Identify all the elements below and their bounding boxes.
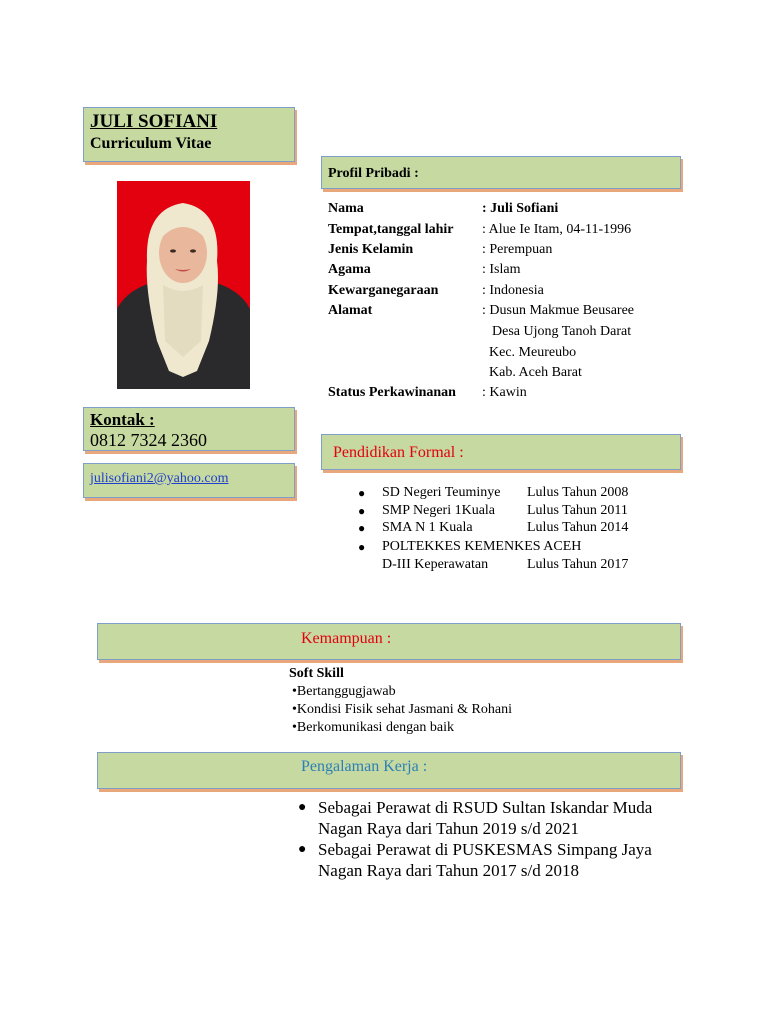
profile-label: Nama <box>328 201 364 216</box>
person-photo-icon <box>117 181 250 389</box>
profile-section-title: Profil Pribadi : <box>328 166 419 181</box>
bullet-icon: ● <box>298 842 307 857</box>
bullet-icon: ● <box>358 504 366 518</box>
bullet-icon: ● <box>358 486 366 500</box>
education-section-header <box>321 434 681 470</box>
experience-line: Sebagai Perawat di RSUD Sultan Iskandar Muda <box>318 798 653 817</box>
bullet-icon: ● <box>358 521 366 535</box>
skill-item: •Bertanggugjawab <box>292 684 396 699</box>
profile-section-header <box>321 156 681 189</box>
contact-phone: 0812 7324 2360 <box>90 430 207 450</box>
person-name: JULI SOFIANI <box>90 111 218 132</box>
education-year: Lulus Tahun 2017 <box>527 557 629 572</box>
skill-item: •Kondisi Fisik sehat Jasmani & Rohani <box>292 702 512 717</box>
bullet-icon: ● <box>358 540 366 554</box>
education-school: SD Negeri Teuminye <box>382 485 501 500</box>
experience-line: Sebagai Perawat di PUSKESMAS Simpang Jaya <box>318 840 652 859</box>
profile-label: Kewarganegaraan <box>328 283 439 298</box>
profile-value: : Dusun Makmue Beusaree <box>482 303 635 318</box>
profile-value: : Indonesia <box>482 283 544 298</box>
experience-line: Nagan Raya dari Tahun 2019 s/d 2021 <box>318 819 580 838</box>
contact-label: Kontak : <box>90 410 155 429</box>
email-box <box>83 463 295 498</box>
education-section-title: Pendidikan Formal : <box>333 444 464 461</box>
profile-label: Status Perkawinanan <box>328 385 456 400</box>
bullet-icon: ● <box>298 800 307 815</box>
education-school: POLTEKKES KEMENKES ACEH <box>382 539 582 554</box>
profile-value: : Islam <box>482 262 521 277</box>
profile-value: : Juli Sofiani <box>482 201 559 216</box>
profile-label: Agama <box>328 262 371 277</box>
profile-value: Kab. Aceh Barat <box>489 365 582 380</box>
contact-box <box>83 407 295 451</box>
profile-value: Kec. Meureubo <box>489 345 577 360</box>
profile-value: : Kawin <box>482 385 527 400</box>
profile-label: Alamat <box>328 303 373 318</box>
education-year: Lulus Tahun 2008 <box>527 485 629 500</box>
skills-section-header <box>97 623 681 660</box>
education-school: SMP Negeri 1Kuala <box>382 503 496 518</box>
experience-section-title: Pengalaman Kerja : <box>301 758 428 775</box>
cv-subtitle: Curriculum Vitae <box>90 135 212 152</box>
education-year: Lulus Tahun 2014 <box>527 520 629 535</box>
profile-value: : Perempuan <box>482 242 553 257</box>
email-link[interactable]: julisofiani2@yahoo.com <box>90 471 229 486</box>
experience-line: Nagan Raya dari Tahun 2017 s/d 2018 <box>318 861 580 880</box>
education-school: SMA N 1 Kuala <box>382 520 473 535</box>
experience-section-header <box>97 752 681 789</box>
skill-item: •Berkomunikasi dengan baik <box>292 720 454 735</box>
profile-label: Jenis Kelamin <box>328 242 414 257</box>
profile-value: : Alue Ie Itam, 04-11-1996 <box>482 222 632 237</box>
skills-subtitle: Soft Skill <box>289 666 344 681</box>
skills-section-title: Kemampuan : <box>301 630 392 647</box>
education-school: D-III Keperawatan <box>382 557 489 572</box>
profile-label: Tempat,tanggal lahir <box>328 222 454 237</box>
profile-value: Desa Ujong Tanoh Darat <box>492 324 632 339</box>
education-year: Lulus Tahun 2011 <box>527 503 628 518</box>
profile-photo <box>117 181 250 389</box>
name-header-box <box>83 107 295 162</box>
